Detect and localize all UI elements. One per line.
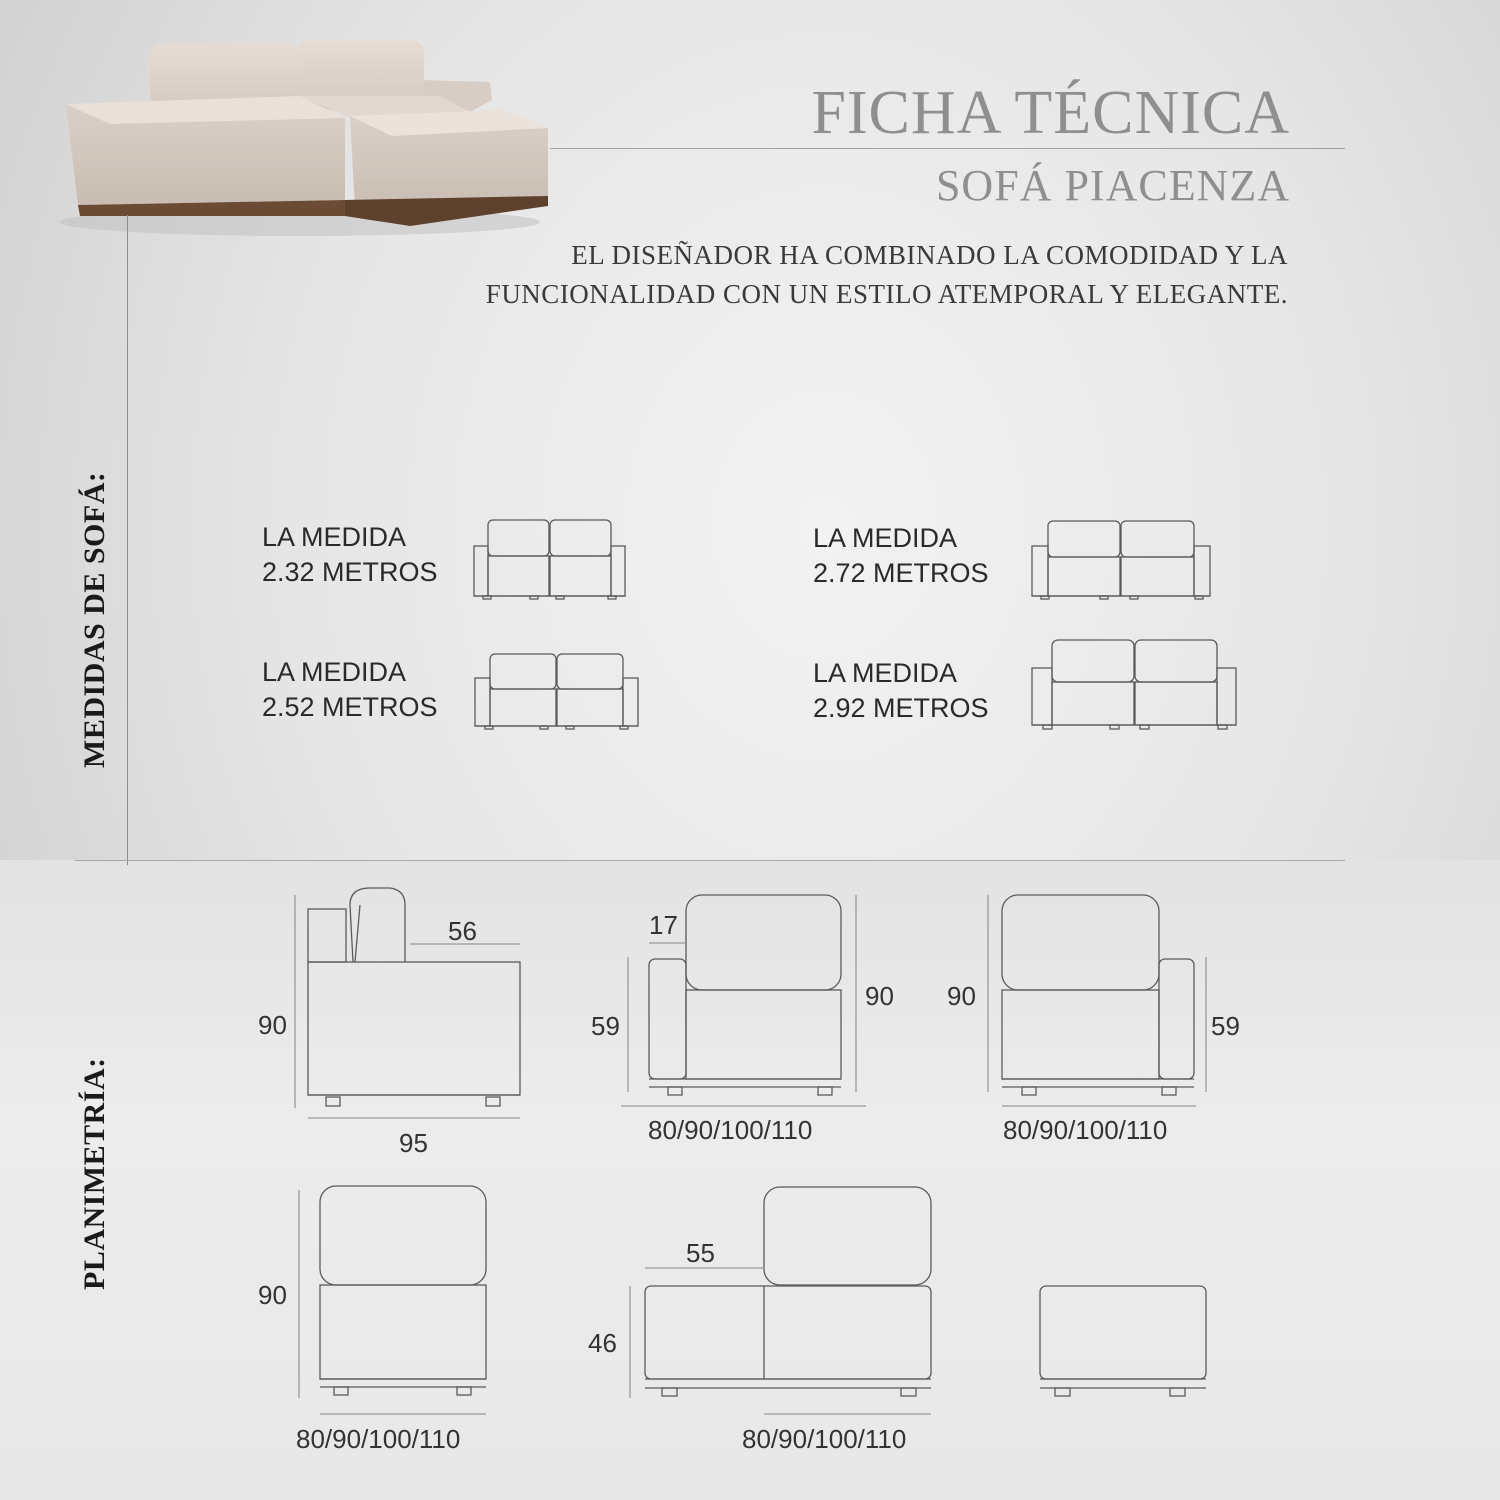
armless-module-drawing	[299, 1186, 486, 1414]
size-label: LA MEDIDA	[262, 657, 407, 687]
dimension-label: 90	[258, 1010, 287, 1040]
dimension-label: 17	[649, 910, 678, 940]
sofa-icon-2-92	[1032, 640, 1236, 729]
dimension-label: 90	[947, 981, 976, 1011]
dimension-label: 80/90/100/110	[1003, 1115, 1168, 1145]
size-value: 2.72 METROS	[813, 558, 989, 588]
dimension-label: 56	[448, 916, 477, 946]
sofa-icon-2-72	[1032, 521, 1210, 599]
description-line: EL DISEÑADOR HA COMBINADO LA COMODIDAD Y LA	[571, 240, 1288, 270]
sofa-sizes-section-label: MEDIDAS DE SOFÁ:	[78, 471, 111, 768]
plan-section-label: PLANIMETRÍA:	[78, 1057, 111, 1290]
size-value: 2.52 METROS	[262, 692, 438, 722]
dimension-label: 59	[1211, 1011, 1240, 1041]
page-title: FICHA TÉCNICA	[811, 79, 1290, 147]
dimension-label: 59	[591, 1011, 620, 1041]
chaise-module-drawing	[630, 1187, 931, 1414]
description-line: FUNCIONALIDAD CON UN ESTILO ATEMPORAL Y ELEGANTE.	[485, 279, 1288, 309]
size-label: LA MEDIDA	[813, 523, 958, 553]
dimension-label: 90	[258, 1280, 287, 1310]
size-label: LA MEDIDA	[813, 658, 958, 688]
size-label: LA MEDIDA	[262, 522, 407, 552]
size-value: 2.32 METROS	[262, 557, 438, 587]
dimension-label: 55	[686, 1238, 715, 1268]
product-name: SOFÁ PIACENZA	[935, 161, 1290, 210]
side-view-drawing	[295, 888, 520, 1118]
dimension-label: 95	[399, 1128, 428, 1158]
dimension-label: 90	[865, 981, 894, 1011]
dimension-label: 46	[588, 1328, 617, 1358]
dimension-label: 80/90/100/110	[648, 1115, 813, 1145]
dimension-label: 80/90/100/110	[742, 1424, 907, 1454]
dimension-label: 80/90/100/110	[296, 1424, 461, 1454]
sofa-icon-2-52	[475, 654, 638, 729]
sofa-icon-2-32	[474, 520, 625, 599]
ottoman-drawing	[1040, 1286, 1206, 1396]
right-arm-module-drawing	[988, 895, 1206, 1106]
size-value: 2.92 METROS	[813, 693, 989, 723]
